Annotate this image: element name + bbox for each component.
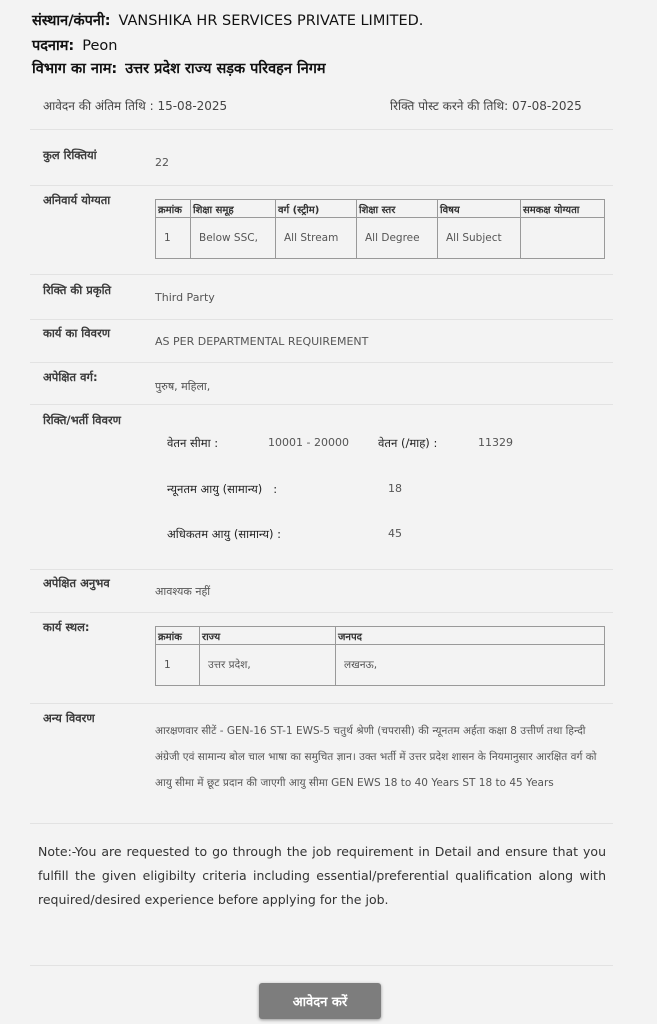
- department-row: [32, 58, 326, 78]
- other-details-label: अन्य विवरण: [43, 711, 95, 725]
- divider: [30, 404, 613, 405]
- table-cell: लखनऊ,: [336, 645, 605, 686]
- eligibility-note: Note:-You are requested to go through the job requirement in Detail and ensure that you fulfill the given eligibilty criteria including essential/preferential qualification along with required/desired experience before applying for the job.: [38, 844, 606, 907]
- table-row: [156, 218, 605, 259]
- divider: [30, 612, 613, 613]
- nature-label: रिक्ति की प्रकृति: [43, 283, 112, 297]
- column-header: क्रमांक: [156, 627, 200, 645]
- salary-label: वेतन (/माह) :: [378, 436, 438, 450]
- category-label: अपेक्षित वर्ग:: [43, 370, 98, 384]
- column-header: विषय: [438, 200, 521, 218]
- experience-value: आवश्यक नहीं: [155, 585, 211, 598]
- divider: [30, 274, 613, 275]
- experience-label: अपेक्षित अनुभव: [43, 576, 110, 590]
- recruitment-label: रिक्ति/भर्ती विवरण: [43, 413, 121, 427]
- qualification-header-row: [156, 200, 605, 218]
- divider: [30, 319, 613, 320]
- divider: [30, 703, 613, 704]
- location-label: कार्य स्थल:: [43, 620, 90, 634]
- min-age-label: न्यूनतम आयु (सामान्य) :: [167, 482, 278, 496]
- column-header: शिक्षा समूह: [191, 200, 276, 218]
- company-label: संस्थान/कंपनी:: [32, 13, 111, 29]
- vacancies-label: कुल रिक्तियां: [43, 148, 97, 162]
- company-row: [32, 10, 423, 30]
- post-date-label: रिक्ति पोस्ट करने की तिथि:: [390, 99, 509, 113]
- post-row: [32, 35, 117, 55]
- table-cell: All Degree: [357, 218, 438, 259]
- min-age-value: 18: [388, 482, 402, 495]
- department-label: विभाग का नाम:: [32, 61, 118, 77]
- table-cell: All Subject: [438, 218, 521, 259]
- apply-button[interactable]: आवेदन करें: [259, 983, 381, 1019]
- department-name: उत्तर प्रदेश राज्य सड़क परिवहन निगम: [125, 61, 326, 77]
- post-date-value: 07-08-2025: [512, 99, 582, 113]
- max-age-value: 45: [388, 527, 402, 540]
- location-table: [155, 626, 605, 686]
- divider: [30, 129, 613, 130]
- column-header: समकक्ष योग्यता: [521, 200, 605, 218]
- qualification-label: अनिवार्य योग्यता: [43, 193, 111, 207]
- last-date-value: 15-08-2025: [157, 99, 228, 113]
- pay-range-value: 10001 - 20000: [268, 436, 349, 449]
- column-header: क्रमांक: [156, 200, 191, 218]
- max-age-label: अधिकतम आयु (सामान्य) :: [167, 527, 282, 541]
- qualification-table: [155, 199, 605, 259]
- work-description-label: कार्य का विवरण: [43, 326, 111, 340]
- divider: [30, 569, 613, 570]
- table-cell: उत्तर प्रदेश,: [200, 645, 336, 686]
- table-cell: All Stream: [276, 218, 357, 259]
- post-label: पदनाम:: [32, 38, 75, 54]
- divider: [30, 362, 613, 363]
- divider: [30, 823, 613, 824]
- table-row: [156, 645, 605, 686]
- vacancies-value: 22: [155, 156, 169, 169]
- table-cell: [521, 218, 605, 259]
- location-header-row: [156, 627, 605, 645]
- column-header: वर्ग (स्ट्रीम): [276, 200, 357, 218]
- column-header: शिक्षा स्तर: [357, 200, 438, 218]
- column-header: राज्य: [200, 627, 336, 645]
- post-name: Peon: [82, 38, 118, 54]
- company-name: VANSHIKA HR SERVICES PRIVATE LIMITED.: [118, 13, 424, 29]
- divider: [30, 965, 613, 966]
- nature-value: Third Party: [155, 291, 215, 304]
- salary-value: 11329: [478, 436, 513, 449]
- other-details-value: आरक्षणवार सीटें - GEN-16 ST-1 EWS-5 चतुर्थ श्रेणी (चपरासी) की न्यूनतम अर्हता कक्षा 8 उत्तीर्ण तथा हिन्दी अंग्रेजी एवं सामान्य बोल चाल भाषा का समुचित ज्ञान। उक्त भर्ती में उत्तर प्रदेश शासन के नियमानुसार आरक्षित वर्ग को आयु सीमा में छूट प्रदान की जाएगी आयु सीमा GEN EWS 18 to 40 Years ST 18 to 45 Years: [155, 725, 597, 789]
- pay-range-label: वेतन सीमा :: [167, 436, 219, 450]
- category-value: पुरुष, महिला,: [155, 380, 211, 393]
- table-cell: 1: [156, 645, 200, 686]
- table-cell: Below SSC,: [191, 218, 276, 259]
- post-date: [390, 97, 582, 114]
- column-header: जनपद: [336, 627, 605, 645]
- last-date-label: आवेदन की अंतिम तिथि :: [43, 99, 154, 113]
- table-cell: 1: [156, 218, 191, 259]
- work-description-value: AS PER DEPARTMENTAL REQUIREMENT: [155, 335, 369, 348]
- last-date: [43, 97, 227, 114]
- divider: [30, 185, 613, 186]
